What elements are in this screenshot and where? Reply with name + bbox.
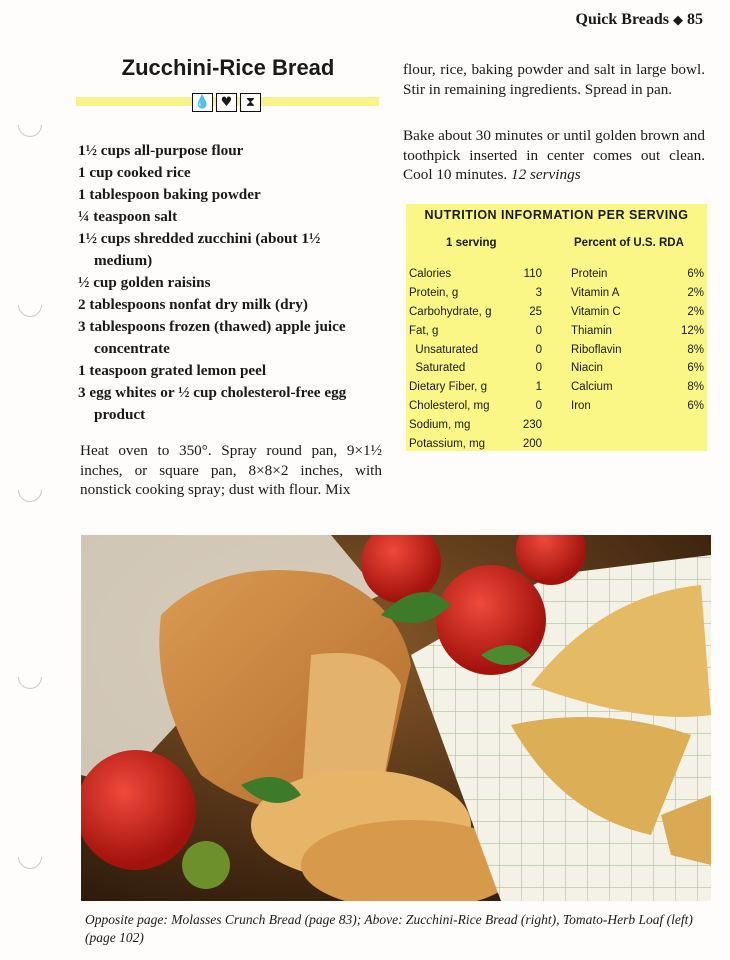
nutrition-row	[409, 416, 542, 435]
hourglass-icon: ⧗	[240, 93, 261, 112]
nutrient-label: Iron	[571, 400, 591, 413]
nutrition-row	[571, 322, 704, 341]
nutrient-value: 2%	[687, 286, 704, 299]
diamond-icon: ◆	[673, 12, 683, 27]
nutrition-rda-list	[571, 265, 704, 416]
nutrition-row	[571, 341, 704, 360]
heart-icon: ♥	[216, 93, 237, 112]
ingredient-item: 1 teaspoon grated lemon peel	[78, 362, 267, 379]
nutrition-row	[409, 378, 542, 397]
binder-hole	[13, 288, 47, 322]
nutrient-label: Saturated	[409, 362, 466, 375]
nutrient-label: Protein, g	[409, 286, 459, 299]
ingredient-item: 2 tablespoons nonfat dry milk (dry)	[78, 296, 308, 313]
ingredient-item: 3 egg whites or ½ cup cholesterol-free egg product	[78, 384, 347, 423]
drop-icon: 💧	[192, 93, 213, 112]
nutrient-value: 6%	[687, 268, 704, 280]
nutrition-row	[409, 284, 542, 303]
nutrient-value: 8%	[687, 343, 704, 356]
nutrition-box	[406, 204, 707, 451]
nutrient-label: Calcium	[571, 381, 613, 394]
nutrient-label: Vitamin A	[571, 286, 620, 299]
nutrition-row	[571, 378, 704, 397]
method-text-bake	[403, 126, 705, 185]
binder-hole	[13, 660, 47, 694]
food-photo	[81, 535, 711, 901]
nutrition-col2-header: Percent of U.S. RDA	[574, 237, 684, 249]
nutrition-row	[409, 265, 542, 284]
method-text-right: flour, rice, baking powder and salt in large bowl. Stir in remaining ingredients. Spread in pan.	[403, 61, 705, 98]
nutrient-value: 0	[535, 324, 542, 337]
nutrient-label: Unsaturated	[409, 343, 479, 356]
nutrient-label: Vitamin C	[571, 305, 621, 318]
nutrient-value: 110	[523, 268, 542, 280]
nutrient-label: Cholesterol, mg	[409, 400, 490, 413]
ingredient-item: 1½ cups all-purpose flour	[78, 142, 244, 159]
photo-caption: Opposite page: Molasses Crunch Bread (page 83); Above: Zucchini-Rice Bread (right), Tomato-Herb Loaf (left) (page 102)	[85, 912, 693, 945]
method-text-left: Heat oven to 350°. Spray round pan, 9×1½ inches, or square pan, 8×8×2 inches, with nonstick cooking spray; dust with flour. Mix	[80, 442, 382, 498]
nutrient-value: 25	[529, 305, 542, 318]
nutrient-label: Sodium, mg	[409, 419, 471, 432]
ingredient-item: 3 tablespoons frozen (thawed) apple juice concentrate	[78, 318, 346, 357]
nutrient-value: 6%	[687, 362, 704, 375]
nutrition-row	[409, 341, 542, 360]
nutrition-row	[571, 265, 704, 284]
nutrition-row	[409, 359, 542, 378]
nutrient-label: Carbohydrate, g	[409, 305, 492, 318]
recipe-icon-row	[192, 93, 261, 112]
ingredient-item: ¼ teaspoon salt	[78, 208, 178, 225]
nutrient-label: Niacin	[571, 362, 603, 375]
ingredient-item: 1 tablespoon baking powder	[78, 186, 261, 203]
nutrient-label: Thiamin	[571, 324, 612, 337]
nutrition-col1-header: 1 serving	[446, 237, 497, 249]
nutrient-label: Protein	[571, 268, 608, 280]
nutrient-value: 230	[522, 419, 542, 432]
running-head	[576, 11, 704, 29]
section-name: Quick Breads	[575, 11, 669, 28]
nutrition-row	[409, 435, 542, 454]
nutrition-title: NUTRITION INFORMATION PER SERVING	[424, 208, 689, 222]
bread-photo-illustration	[81, 535, 711, 901]
binder-hole	[13, 108, 47, 142]
nutrient-label: Potassium, mg	[409, 438, 486, 451]
nutrient-value: 12%	[680, 324, 704, 337]
nutrient-value: 0	[535, 362, 542, 375]
nutrition-row	[409, 397, 542, 416]
nutrition-row	[409, 322, 542, 341]
nutrition-row	[409, 303, 542, 322]
recipe-title: Zucchini-Rice Bread	[121, 55, 335, 80]
servings: 12 servings	[511, 166, 581, 183]
nutrient-value: 3	[535, 286, 542, 299]
nutrient-value: 2%	[687, 305, 704, 318]
bake-instructions: Bake about 30 minutes or until golden brown and toothpick inserted in center comes out clean. Cool 10 minutes.	[403, 127, 705, 183]
nutrient-value: 8%	[687, 381, 704, 394]
nutrient-label: Dietary Fiber, g	[409, 381, 487, 394]
ingredient-item: ½ cup golden raisins	[78, 274, 211, 291]
nutrition-row	[571, 284, 704, 303]
binder-hole	[13, 473, 47, 507]
nutrient-label: Riboflavin	[571, 343, 622, 356]
page-number: 85	[687, 11, 703, 28]
nutrition-row	[571, 359, 704, 378]
nutrient-value: 0	[535, 343, 542, 356]
nutrition-row	[571, 303, 704, 322]
ingredients-list	[78, 140, 378, 426]
nutrient-value: 0	[535, 400, 542, 413]
ingredient-item: 1½ cups shredded zucchini (about 1½ medium)	[78, 230, 321, 269]
nutrient-value: 1	[535, 381, 542, 394]
ingredient-item: 1 cup cooked rice	[78, 164, 191, 181]
nutrient-value: 200	[522, 438, 542, 451]
nutrient-label: Calories	[409, 268, 452, 280]
nutrient-value: 6%	[687, 400, 704, 413]
binder-hole	[13, 840, 47, 874]
nutrition-row	[571, 397, 704, 416]
nutrient-label: Fat, g	[409, 324, 439, 337]
nutrition-per-serving-list	[409, 265, 542, 454]
